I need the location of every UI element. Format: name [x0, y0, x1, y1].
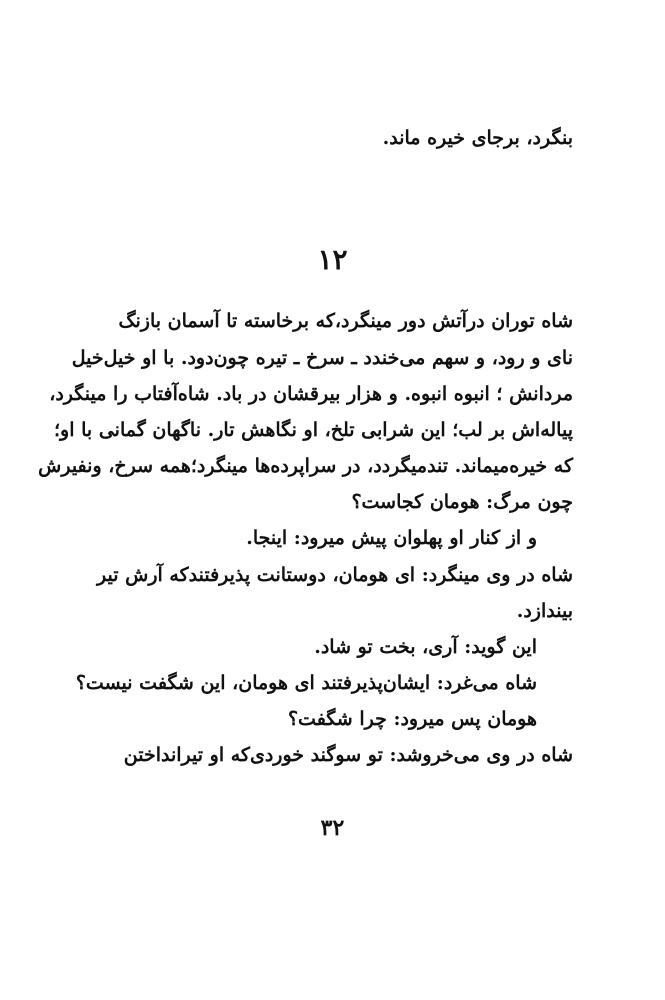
text-line: شاه در وی می‌خروشد: تو سوگند خوردی‌که او تیرانداختن — [123, 744, 573, 766]
text-line: که خیره‌میماند. تندمیگردد، در سراپرده‌ها مینگرد؛همه سرخ، ونفیرش — [38, 455, 573, 477]
chapter-number: ۱۲ — [317, 243, 348, 276]
text-line: و از کنار او پهلوان پیش میرود: اینجا. — [246, 527, 537, 549]
top-line: بنگرد، برجای خیره ماند. — [382, 127, 573, 149]
text-line: هومان پس میرود: چرا شگفت؟ — [287, 708, 537, 730]
text-line: مردانش ؛ انبوه انبوه. و هزار بیرقشان در باد. شاه‌آفتاب را مینگرد، — [49, 383, 573, 405]
text-line: این گوید: آری، بخت تو شاد. — [314, 636, 537, 658]
text-line: چون مرگ: هومان کجاست؟ — [351, 491, 573, 513]
text-line: بیندازد. — [516, 600, 573, 622]
text-line: نای و رود، و سهم می‌خندد ـ سرخ ـ تیره چون‌دود. با او خیل‌خیل — [71, 347, 573, 369]
text-line: شاه می‌غرد: ایشان‌پذیرفتند ای هومان، این شگفت نیست؟ — [75, 672, 537, 694]
text-line: شاه در وی مینگرد: ای هومان، دوستانت پذیرفتندکه آرش تیر — [97, 564, 573, 586]
page-number: ۳۲ — [320, 815, 345, 841]
text-line: پیاله‌اش بر لب؛ این شرابی تلخ، او نگاهش تار. ناگهان گمانی با او؛ — [54, 419, 573, 441]
text-line: شاه توران درآتش دور مینگرد،که برخاسته تا آسمان بازنگ — [118, 310, 573, 332]
